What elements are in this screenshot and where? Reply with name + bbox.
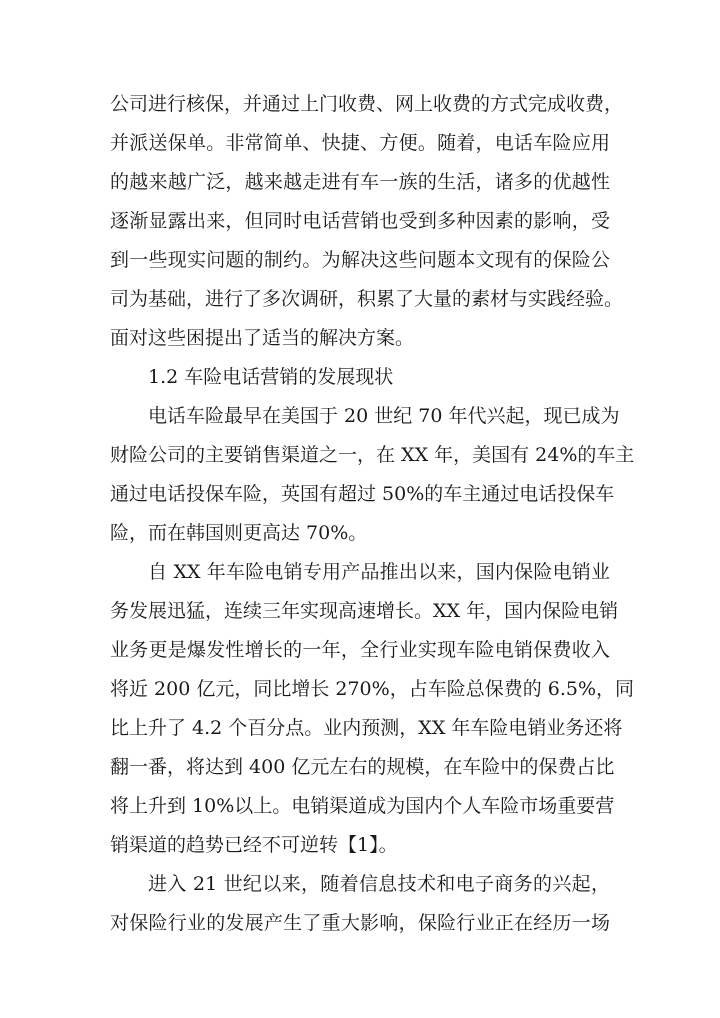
paragraph-3-line-8: 销渠道的趋势已经不可逆转【1】。 — [110, 834, 398, 856]
paragraph-3-line-2: 务发展迅猛，连续三年实现高速增长。XX 年，国内保险电销 — [110, 600, 619, 622]
paragraph-1-line-3: 的越来越广泛，越来越走进有车一族的生活，诸多的优越性 — [110, 171, 610, 193]
paragraph-3-line-6: 翻一番，将达到 400 亿元左右的规模，在车险中的保费占比 — [110, 756, 615, 778]
paragraph-1-line-4: 逐渐显露出来，但同时电话营销也受到多种因素的影响，受 — [110, 210, 610, 232]
section-heading: 1.2 车险电话营销的发展现状 — [148, 366, 394, 388]
paragraph-4-line-1: 进入 21 世纪以来，随着信息技术和电子商务的兴起， — [148, 873, 610, 895]
paragraph-4-line-2: 对保险行业的发展产生了重大影响，保险行业正在经历一场 — [110, 912, 610, 934]
paragraph-3-line-1: 自 XX 年车险电销专用产品推出以来，国内保险电销业 — [148, 561, 610, 583]
paragraph-2-line-4: 险，而在韩国则更高达 70%。 — [110, 522, 368, 544]
paragraph-1-line-6: 司为基础，进行了多次调研，积累了大量的素材与实践经验。 — [110, 288, 624, 310]
paragraph-3-line-7: 将上升到 10%以上。电销渠道成为国内个人车险市场重要营 — [110, 795, 615, 817]
paragraph-3-line-5: 比上升了 4.2 个百分点。业内预测，XX 年车险电销业务还将 — [110, 717, 623, 739]
paragraph-2-line-3: 通过电话投保车险，英国有超过 50%的车主通过电话投保车 — [110, 483, 615, 505]
paragraph-3-line-3: 业务更是爆发性增长的一年，全行业实现车险电销保费收入 — [110, 639, 610, 661]
paragraph-1-line-2: 并派送保单。非常简单、快捷、方便。随着，电话车险应用 — [110, 132, 610, 154]
paragraph-2-line-1: 电话车险最早在美国于 20 世纪 70 年代兴起，现已成为 — [148, 405, 620, 427]
paragraph-2-line-2: 财险公司的主要销售渠道之一，在 XX 年，美国有 24%的车主 — [110, 444, 635, 466]
paragraph-1-line-1: 公司进行核保，并通过上门收费、网上收费的方式完成收费， — [110, 93, 624, 115]
paragraph-1-line-7: 面对这些困提出了适当的解决方案。 — [110, 327, 415, 349]
paragraph-1-line-5: 到一些现实问题的制约。为解决这些问题本文现有的保险公 — [110, 249, 610, 271]
paragraph-3-line-4: 将近 200 亿元，同比增长 270%，占车险总保费的 6.5%，同 — [110, 678, 635, 700]
